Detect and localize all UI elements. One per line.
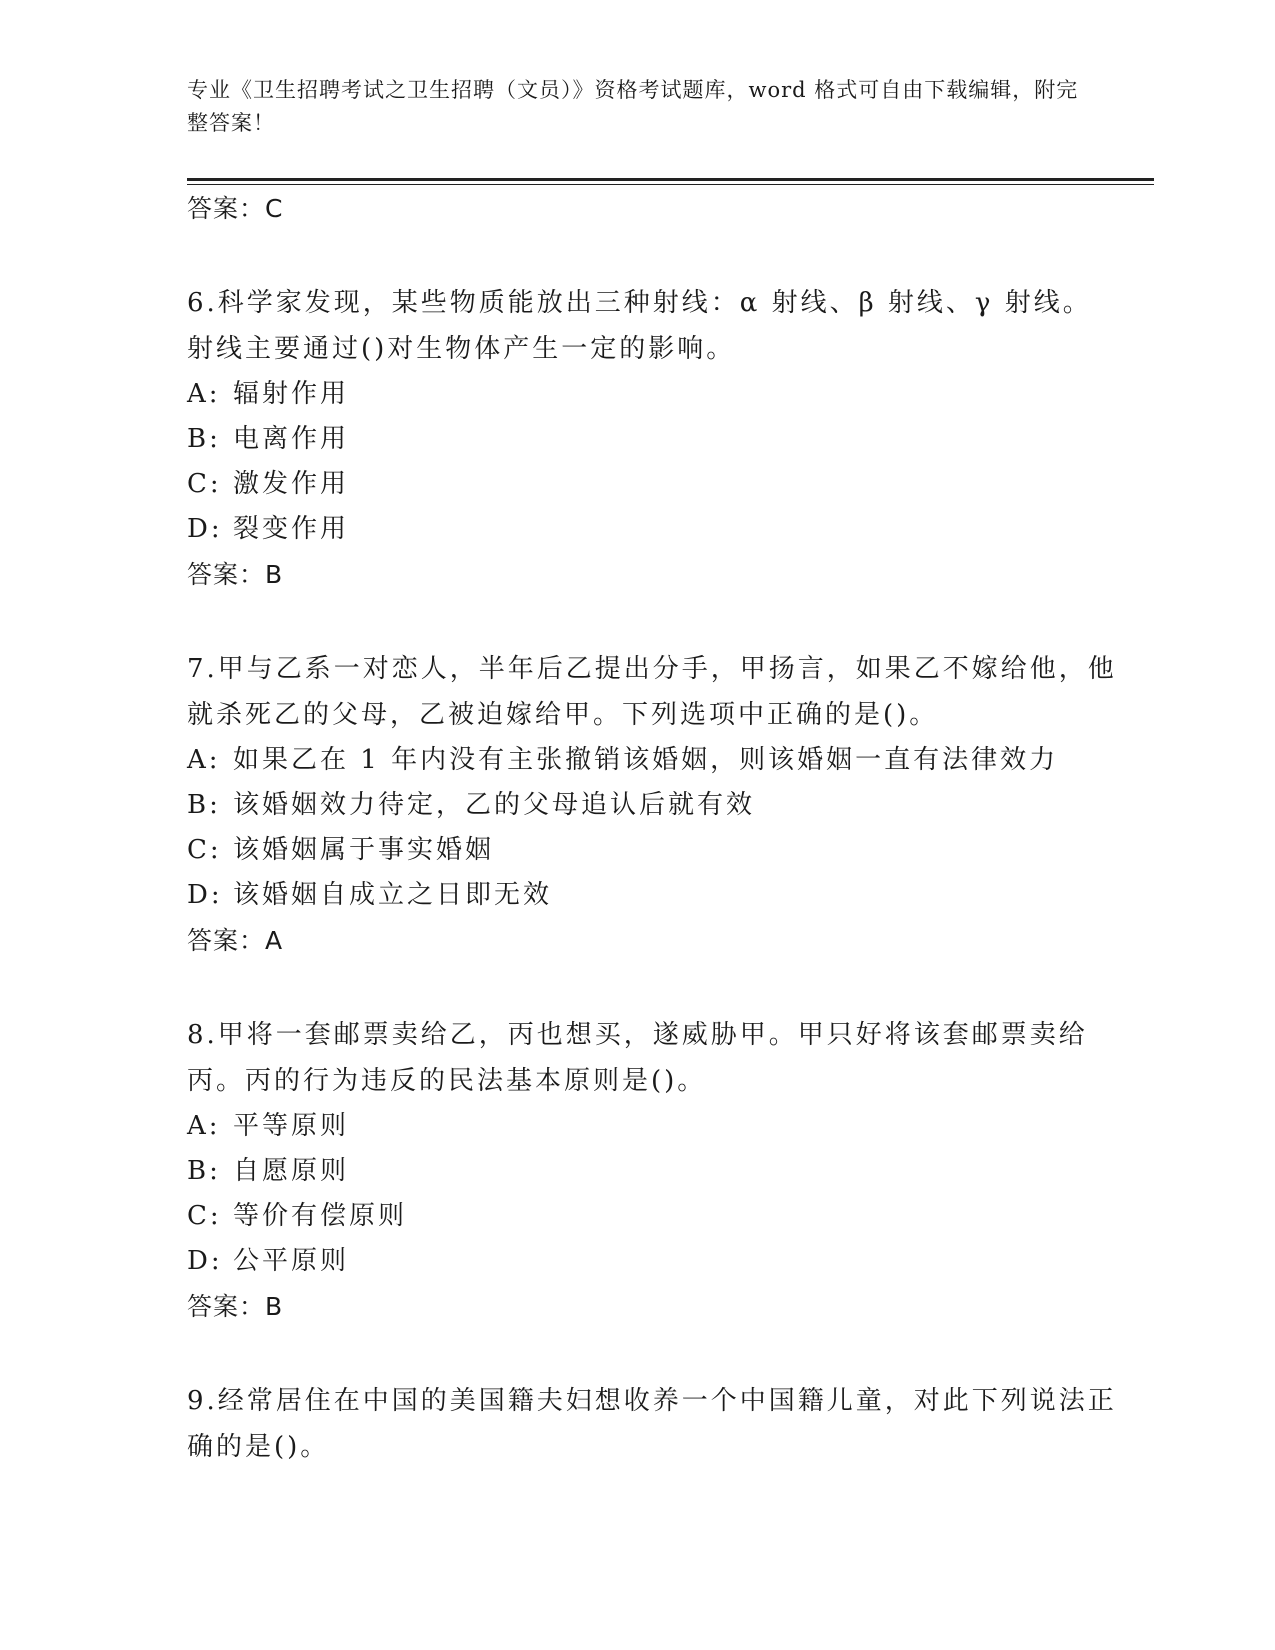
option-key: B: xyxy=(187,1156,221,1186)
answer-value: B xyxy=(265,560,284,589)
answer-line xyxy=(187,186,1117,231)
option-a xyxy=(187,372,1117,417)
question-stem: 7.甲与乙系一对恋人，半年后乙提出分手，甲扬言，如果乙不嫁给他，他就杀死乙的父母，乙被迫嫁给甲。下列选项中正确的是()。 xyxy=(187,654,1117,730)
option-text: 该婚姻效力待定，乙的父母追认后就有效 xyxy=(233,790,756,820)
option-b xyxy=(187,1149,1117,1194)
question-item xyxy=(187,1378,1117,1470)
option-key: A: xyxy=(187,1111,221,1141)
answer-line xyxy=(187,918,1117,963)
document-header xyxy=(187,74,1087,140)
option-text: 自愿原则 xyxy=(233,1156,350,1186)
answer-line xyxy=(187,1284,1117,1329)
option-key: C: xyxy=(187,835,222,865)
option-a xyxy=(187,1104,1117,1149)
header-text: 专业《卫生招聘考试之卫生招聘（文员）》资格考试题库，word 格式可自由下载编辑，附完整答案！ xyxy=(187,78,1079,135)
header-rule-thick xyxy=(187,178,1154,181)
option-key: D: xyxy=(187,880,223,910)
option-b xyxy=(187,417,1117,462)
option-d xyxy=(187,507,1117,552)
option-key: C: xyxy=(187,469,222,499)
option-c xyxy=(187,1194,1117,1239)
option-a xyxy=(187,738,1117,783)
answer-value: B xyxy=(265,1292,284,1321)
option-d xyxy=(187,873,1117,918)
option-key: A: xyxy=(187,379,221,409)
option-text: 辐射作用 xyxy=(233,379,350,409)
question-stem: 9.经常居住在中国的美国籍夫妇想收养一个中国籍儿童，对此下列说法正确的是()。 xyxy=(187,1386,1117,1462)
answer-value: A xyxy=(265,926,284,955)
question-item xyxy=(187,646,1117,963)
answer-line xyxy=(187,552,1117,597)
option-key: D: xyxy=(187,514,223,544)
option-text: 公平原则 xyxy=(233,1246,350,1276)
answer-prefix: 答案： xyxy=(187,926,266,955)
option-key: A: xyxy=(187,745,221,775)
question-stem: 8.甲将一套邮票卖给乙，丙也想买，遂威胁甲。甲只好将该套邮票卖给丙。丙的行为违反的民法基本原则是()。 xyxy=(187,1020,1088,1096)
option-text: 如果乙在 1 年内没有主张撤销该婚姻，则该婚姻一直有法律效力 xyxy=(233,745,1059,775)
option-key: B: xyxy=(187,424,221,454)
option-key: D: xyxy=(187,1246,223,1276)
option-text: 平等原则 xyxy=(233,1111,350,1141)
question-stem: 6.科学家发现，某些物质能放出三种射线：α 射线、β 射线、γ 射线。射线主要通过()对生物体产生一定的影响。 xyxy=(187,288,1092,364)
answer-prefix: 答案： xyxy=(187,1292,266,1321)
option-text: 激发作用 xyxy=(233,469,350,499)
question-item xyxy=(187,1012,1117,1329)
option-key: C: xyxy=(187,1201,222,1231)
answer-value: C xyxy=(265,194,284,223)
answer-prefix: 答案： xyxy=(187,560,266,589)
document-body xyxy=(187,186,1117,1470)
option-d xyxy=(187,1239,1117,1284)
header-rule-thin xyxy=(187,184,1154,185)
option-text: 电离作用 xyxy=(233,424,350,454)
option-c xyxy=(187,828,1117,873)
option-c xyxy=(187,462,1117,507)
option-b xyxy=(187,783,1117,828)
option-text: 该婚姻自成立之日即无效 xyxy=(233,880,553,910)
option-text: 等价有偿原则 xyxy=(233,1201,408,1231)
question-item xyxy=(187,280,1117,597)
option-key: B: xyxy=(187,790,221,820)
option-text: 裂变作用 xyxy=(233,514,350,544)
option-text: 该婚姻属于事实婚姻 xyxy=(233,835,495,865)
answer-prefix: 答案： xyxy=(187,194,266,223)
